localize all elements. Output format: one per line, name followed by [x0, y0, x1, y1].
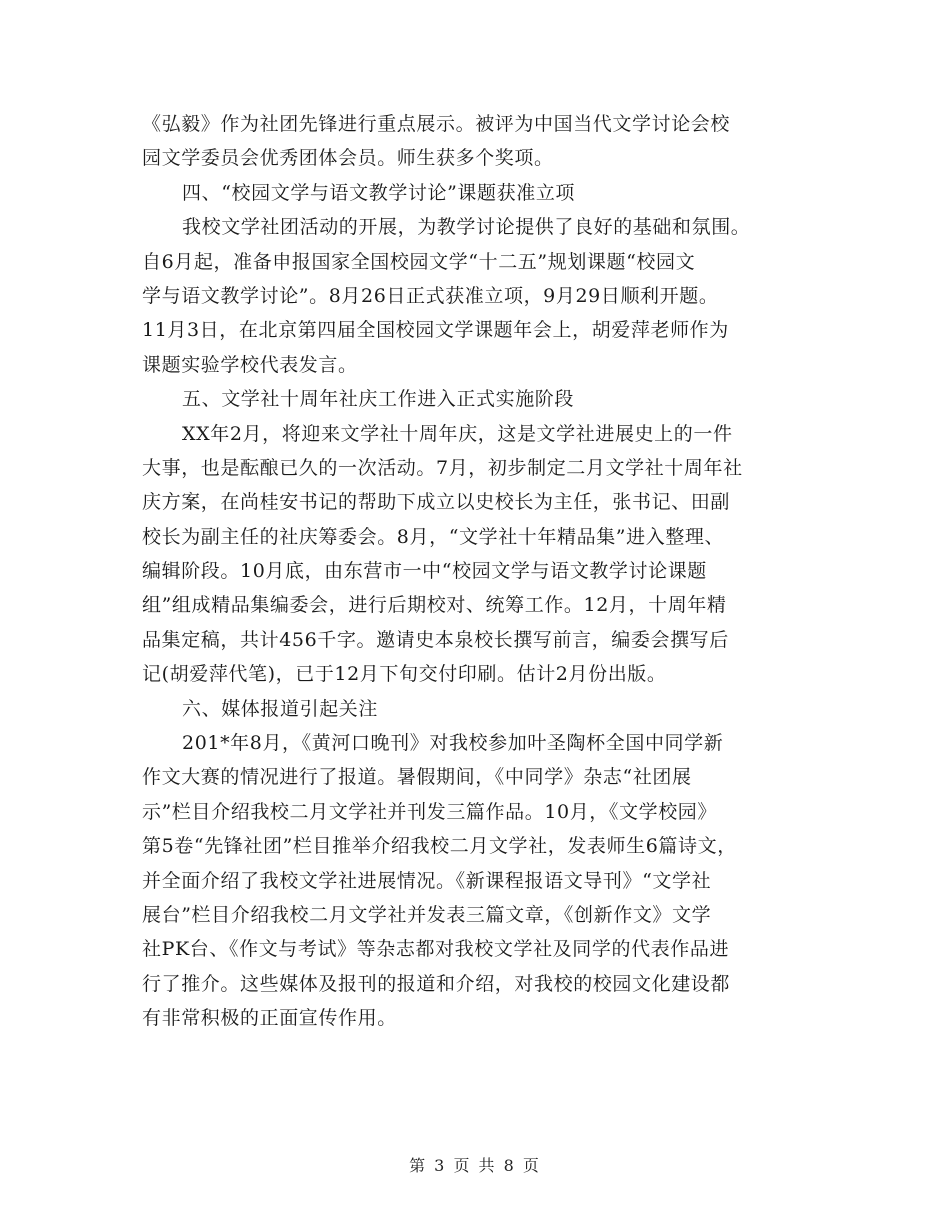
text-line: 作文大赛的情况进行了报道。暑假期间，《中同学》杂志“社团展: [142, 766, 692, 789]
text-line: 并全面介绍了我校文学社进展情况。《新课程报语文导刊》“文学社: [142, 869, 712, 892]
text-line: 示”栏目介绍我校二月文学社并刊发三篇作品。10月，《文学校园》: [142, 800, 717, 823]
text-line: 大事，也是酝酿已久的一次活动。7月，初步制定二月文学社十周年社: [142, 456, 743, 479]
text-line: 有非常积极的正面宣传作用。: [142, 1007, 397, 1030]
text-line: 《弘毅》作为社团先锋进行重点展示。被评为中国当代文学讨论会校: [142, 113, 731, 135]
text-line: 行了推介。这些媒体及报刊的报道和介绍，对我校的校园文化建设都: [142, 972, 731, 995]
page-footer: 第 3 页 共 8 页: [409, 1156, 541, 1175]
text-line: 201*年8月，《黄河口晚刊》对我校参加叶圣陶杯全国中同学新: [182, 732, 724, 755]
text-line: 组”组成精品集编委会，进行后期校对、统筹工作。12月，十周年精: [142, 594, 727, 617]
text-line: 我校文学社团活动的开展，为教学讨论提供了良好的基础和氛围。: [182, 216, 751, 239]
text-line: 社PK台、《作文与考试》等杂志都对我校文学社及同学的代表作品进: [142, 938, 730, 961]
text-line: 园文学委员会优秀团体会员。师生获多个奖项。: [142, 147, 554, 170]
text-line: 五、文学社十周年社庆工作进入正式实施阶段: [182, 388, 575, 411]
text-line: 记(胡爱萍代笔)，已于12月下旬交付印刷。估计2月份出版。: [142, 663, 667, 686]
text-line: 展台”栏目介绍我校二月文学社并发表三篇文章，《创新作文》文学: [142, 903, 712, 926]
document-body: [142, 107, 832, 1036]
text-line: 学与语文教学讨论”。8月26日正式获准立项，9月29日顺利开题。: [142, 284, 719, 307]
text-line: 庆方案，在尚桂安书记的帮助下成立以史校长为主任，张书记、田副: [142, 491, 731, 514]
text-line: 六、媒体报道引起关注: [182, 697, 379, 720]
text-line: 编辑阶段。10月底，由东营市一中“校园文学与语文教学讨论课题: [142, 560, 707, 583]
text-line: 自6月起，准备申报国家全国校园文学“十二五”规划课题“校园文: [142, 250, 696, 273]
text-line: 品集定稿，共计456千字。邀请史本泉校长撰写前言，编委会撰写后: [142, 628, 729, 651]
text-line: 四、“校园文学与语文教学讨论”课题获准立项: [182, 181, 576, 204]
text-line: 校长为副主任的社庆筹委会。8月，“文学社十年精品集”进入整理、: [142, 525, 725, 548]
text-line: XX年2月，将迎来文学社十周年庆，这是文学社进展史上的一件: [182, 422, 733, 445]
text-line: 第5卷“先锋社团”栏目推举介绍我校二月文学社，发表师生6篇诗文，: [142, 835, 737, 858]
text-line: 课题实验学校代表发言。: [142, 353, 358, 376]
text-line: 11月3日，在北京第四届全国校园文学课题年会上，胡爱萍老师作为: [142, 319, 729, 342]
